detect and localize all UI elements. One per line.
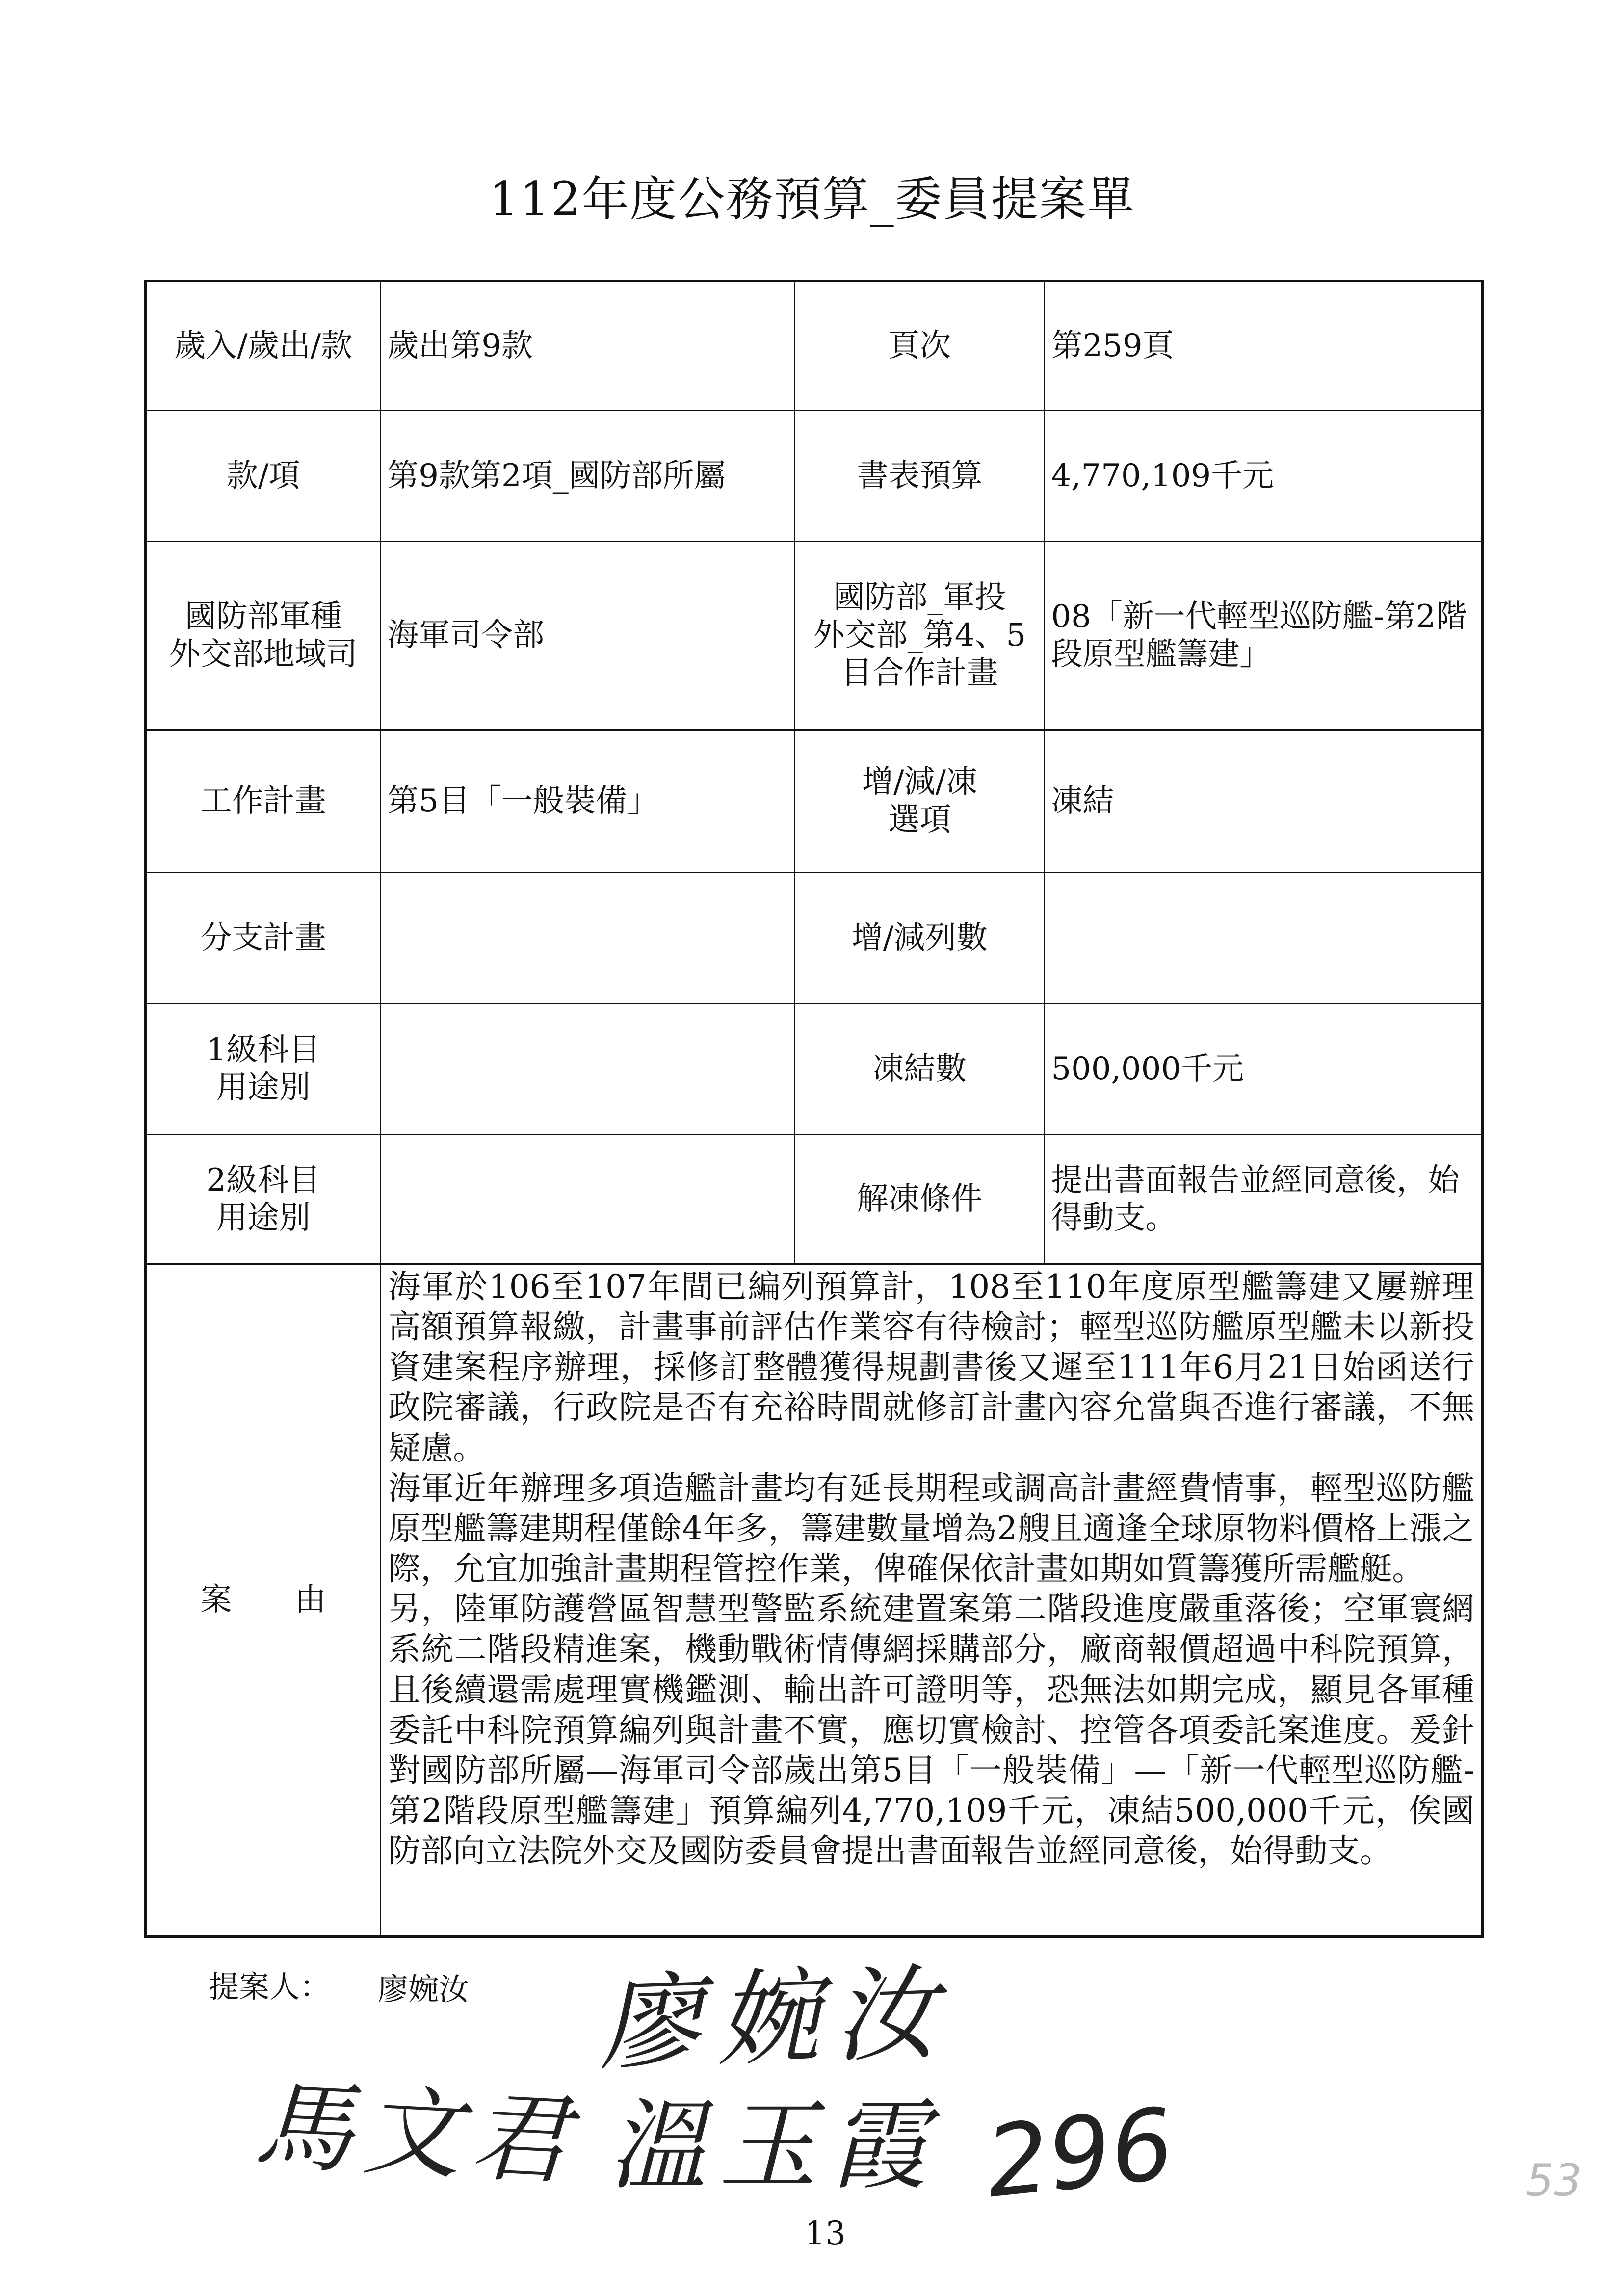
field-value — [381, 873, 795, 1004]
field-value: 歲出第9款 — [381, 281, 795, 411]
handwritten-number: 296 — [980, 2087, 1179, 2220]
field-value: 凍結 — [1045, 730, 1483, 873]
reason-paragraph: 海軍近年辦理多項造艦計畫均有延長期程或調高計畫經費情事，輕型巡防艦原型艦籌建期程僅餘4年多，籌建數量增為2艘且適逢全球原物料價格上漲之際，允宜加強計畫期程管控作業，俾確保依計畫如期如質籌獲所需艦艇。 — [388, 1469, 1474, 1588]
form-row — [146, 730, 1483, 873]
form-row — [146, 411, 1483, 542]
field-label: 1級科目 用途別 — [146, 1004, 381, 1135]
field-label: 頁次 — [795, 281, 1045, 411]
field-label: 凍結數 — [795, 1004, 1045, 1135]
field-value: 4,770,109千元 — [1045, 411, 1483, 542]
field-label: 解凍條件 — [795, 1135, 1045, 1264]
form-row — [146, 1135, 1483, 1264]
document-title: 112年度公務預算_委員提案單 — [489, 172, 1135, 227]
reason-text — [381, 1264, 1483, 1937]
field-value: 500,000千元 — [1045, 1004, 1483, 1135]
field-value: 08「新一代輕型巡防艦-第2階段原型艦籌建」 — [1045, 542, 1483, 730]
reason-label: 案 由 — [146, 1264, 381, 1937]
handwritten-signature: 馬文君 — [252, 2068, 582, 2200]
reason-paragraph: 另，陸軍防護營區智慧型警監系統建置案第二階段進度嚴重落後；空軍寰網系統二階段精進案，機動戰術情傳網採購部分，廠商報價超過中科院預算，且後續還需處理實機鑑測、輸出許可證明等，恐無法如期完成，顯見各軍種委託中科院預算編列與計畫不實，應切實檢討、控管各項委託案進度。爰針對國防部所屬—海軍司令部歲出第5目「一般裝備」—「新一代輕型巡防艦-第2階段原型艦籌建」預算編列4,770,109千元，凍結500,000千元，俟國防部向立法院外交及國防委員會提出書面報告並經同意後，始得動支。 — [388, 1590, 1474, 1870]
field-label: 款/項 — [146, 411, 381, 542]
field-label: 增/減列數 — [795, 873, 1045, 1004]
field-label: 國防部軍種 外交部地域司 — [146, 542, 381, 730]
reason-paragraph: 海軍於106至107年間已編列預算計，108至110年度原型艦籌建又屢辦理高額預算報繳，計畫事前評估作業容有待檢討；輕型巡防艦原型艦未以新投資建案程序辦理，採修訂整體獲得規劃書後又遲至111年6月21日始函送行政院審議，行政院是否有充裕時間就修訂計畫內容允當與否進行審議，不無疑慮。 — [388, 1268, 1474, 1467]
reason-row — [146, 1264, 1483, 1937]
field-value: 提出書面報告並經同意後，始得動支。 — [1045, 1135, 1483, 1264]
field-value: 第259頁 — [1045, 281, 1483, 411]
field-label: 工作計畫 — [146, 730, 381, 873]
field-value — [381, 1004, 795, 1135]
field-label: 分支計畫 — [146, 873, 381, 1004]
field-label: 書表預算 — [795, 411, 1045, 542]
field-value — [381, 1135, 795, 1264]
form-row — [146, 542, 1483, 730]
field-label: 2級科目 用途別 — [146, 1135, 381, 1264]
handwritten-signature: 廖婉汝 — [596, 1952, 954, 2085]
field-label: 歲入/歲出/款 — [146, 281, 381, 411]
field-value — [1045, 873, 1483, 1004]
proposer-name: 廖婉汝 — [378, 1971, 470, 2007]
field-value: 第5目「一般裝備」 — [381, 730, 795, 873]
field-value: 第9款第2項_國防部所屬 — [381, 411, 795, 542]
proposal-form-table — [144, 280, 1484, 1938]
field-value: 海軍司令部 — [381, 542, 795, 730]
field-label: 國防部_軍投 外交部_第4、5 目合作計畫 — [795, 542, 1045, 730]
handwritten-signature: 溫玉霞 — [608, 2089, 940, 2203]
pencil-mark: 53 — [1526, 2155, 1582, 2206]
page-number: 13 — [805, 2215, 846, 2252]
form-row — [146, 1004, 1483, 1135]
field-label: 增/減/凍 選項 — [795, 730, 1045, 873]
form-row — [146, 873, 1483, 1004]
proposer-label: 提案人： — [209, 1969, 331, 2005]
form-row — [146, 281, 1483, 411]
